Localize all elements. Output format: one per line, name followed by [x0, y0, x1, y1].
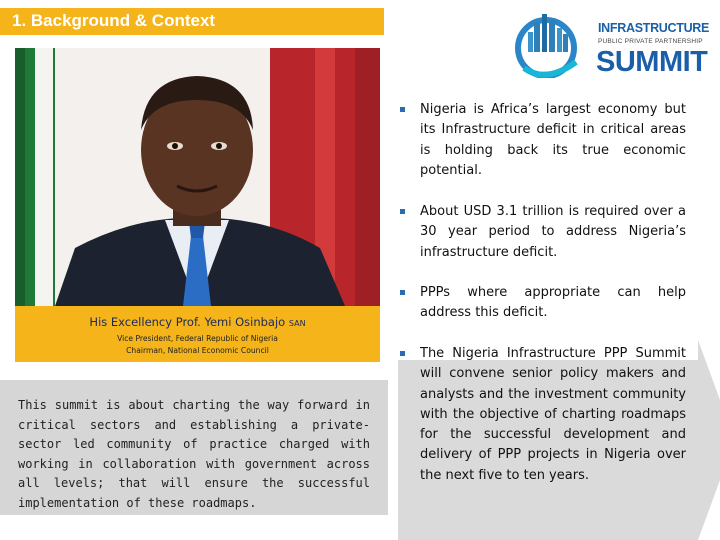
- caption-role: [15, 333, 380, 357]
- bullet-item: [400, 283, 686, 324]
- caption-name: [15, 315, 380, 329]
- bullet-text: Nigeria is Africa’s largest economy but its Infrastructure deficit in critical areas is holding back its true economic potential.: [420, 102, 686, 178]
- bullet-square-icon: [400, 209, 405, 214]
- bullet-square-icon: [400, 107, 405, 112]
- bullet-item: [400, 100, 686, 181]
- logo-text-ppp: PUBLIC PRIVATE PARTNERSHIP: [598, 38, 703, 45]
- bullet-text: The Nigeria Infrastructure PPP Summit will convene senior policy makers and analysts and the investment community with the objective of charting roadmaps for the successful development and delivery of PPP projects in Nigeria over the next five to ten years.: [420, 346, 686, 483]
- bullet-text: PPPs where appropriate can help address this deficit.: [420, 285, 686, 321]
- caption-role-line2: Chairman, National Economic Council: [126, 346, 269, 355]
- caption-name-text: His Excellency Prof. Yemi Osinbajo: [89, 315, 286, 329]
- bullet-item: [400, 202, 686, 263]
- summit-logo: [500, 8, 710, 78]
- bullet-square-icon: [400, 290, 405, 295]
- caption-bar: [15, 306, 380, 362]
- portrait-photo: [15, 48, 380, 306]
- section-title: 1. Background & Context: [12, 11, 216, 30]
- logo-text-infrastructure: INFRASTRUCTURE: [598, 21, 710, 35]
- logo-text-summit: SUMMIT: [596, 46, 708, 78]
- summary-text: This summit is about charting the way forward in critical sectors and establishing a private-sector led community of practice charged with working in collaboration with government across all levels; that will ensure the successful implementation of these roadmaps.: [18, 398, 370, 510]
- bullet-square-icon: [400, 351, 405, 356]
- bullet-item: [400, 344, 686, 486]
- caption-name-suffix: SAN: [288, 319, 306, 328]
- caption-role-line1: Vice President, Federal Republic of Nigeria: [117, 334, 278, 343]
- skyline-globe-icon: [500, 8, 600, 78]
- bullet-text: About USD 3.1 trillion is required over a 30 year period to address Nigeria’s infrastructure deficit.: [420, 204, 686, 260]
